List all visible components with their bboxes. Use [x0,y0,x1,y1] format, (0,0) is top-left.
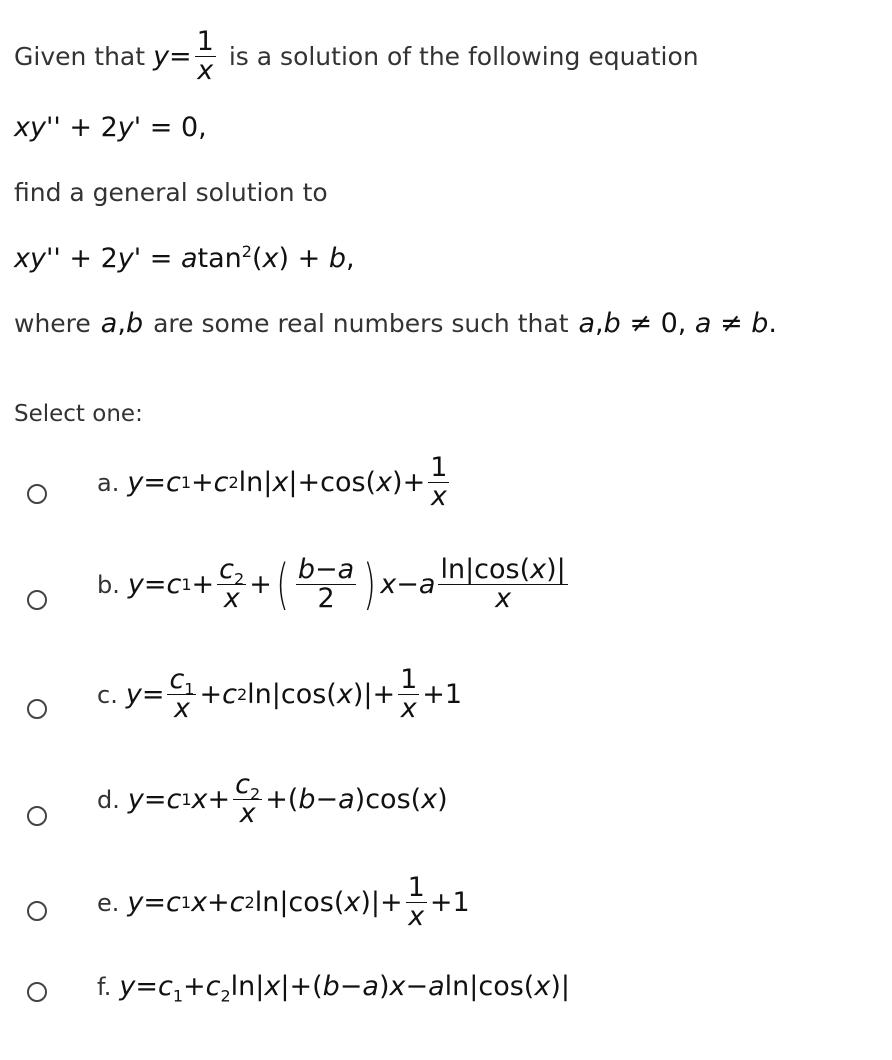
option-a-radio[interactable] [27,484,47,504]
where-condition: a,b ≠ 0, a ≠ b. [578,308,777,339]
given-prefix: Given that [14,42,146,72]
option-e-letter: e. [97,888,120,917]
option-f-math: $y=c_1+c_2\ln|x|+(b-a)x-aln|\cos(x)|$ [119,971,570,1006]
option-e[interactable] [97,874,470,932]
homogeneous-equation: xy'' + 2y' = 0, [14,112,207,143]
option-e-radio[interactable] [27,901,47,921]
option-d-letter: d. [97,785,120,814]
question-given-line [14,28,699,86]
option-d[interactable] [97,771,448,829]
where-prefix: where [14,309,91,338]
option-d-math: y = c 1 x + $\frac{c_2}{x}$ +( b − a )cos( x ) [127,769,448,830]
option-f-letter: f. [97,972,112,1001]
find-text: find a general solution to [14,178,328,207]
where-vars: a,b [100,308,144,339]
option-d-radio[interactable] [27,806,47,826]
option-a[interactable] [97,454,452,512]
where-middle: are some real numbers such that [153,309,569,338]
select-label: Select one: [14,401,143,427]
option-c[interactable] [97,666,462,724]
option-c-math: y = $\frac{c_1}{x}$ + c 2 ln|cos( x )|+ $\frac{1}{x}$ +1 [125,664,463,725]
option-f[interactable] [97,971,570,1006]
option-b-math: y = c 1 + $\frac{c_2}{x}$ + ( $\frac{b-a}{2}$ ) x − a $\frac{\ln|\cos(x)|}{x}$ [127,552,566,616]
option-e-math: y = c 1 x + c 2 ln|cos( x )|+ $\frac{1}{x}$ +1 [127,872,470,933]
option-b-radio[interactable] [27,590,47,610]
option-c-radio[interactable] [27,699,47,719]
given-math: y = $\frac{1}{x}$ [153,26,214,87]
option-a-math: y = c 1 + c 2 ln| x |+cos( x )+ $\frac{1}{x}$ [127,452,448,513]
given-suffix: is a solution of the following equation [228,42,699,72]
option-b-letter: b. [97,570,120,599]
where-line [14,308,777,339]
option-b[interactable] [97,552,571,616]
nonhomogeneous-equation: xy'' + 2y' = atan$^2$(x) + b, [14,242,355,274]
option-c-letter: c. [97,680,118,709]
option-a-letter: a. [97,468,120,497]
option-f-radio[interactable] [27,982,47,1002]
